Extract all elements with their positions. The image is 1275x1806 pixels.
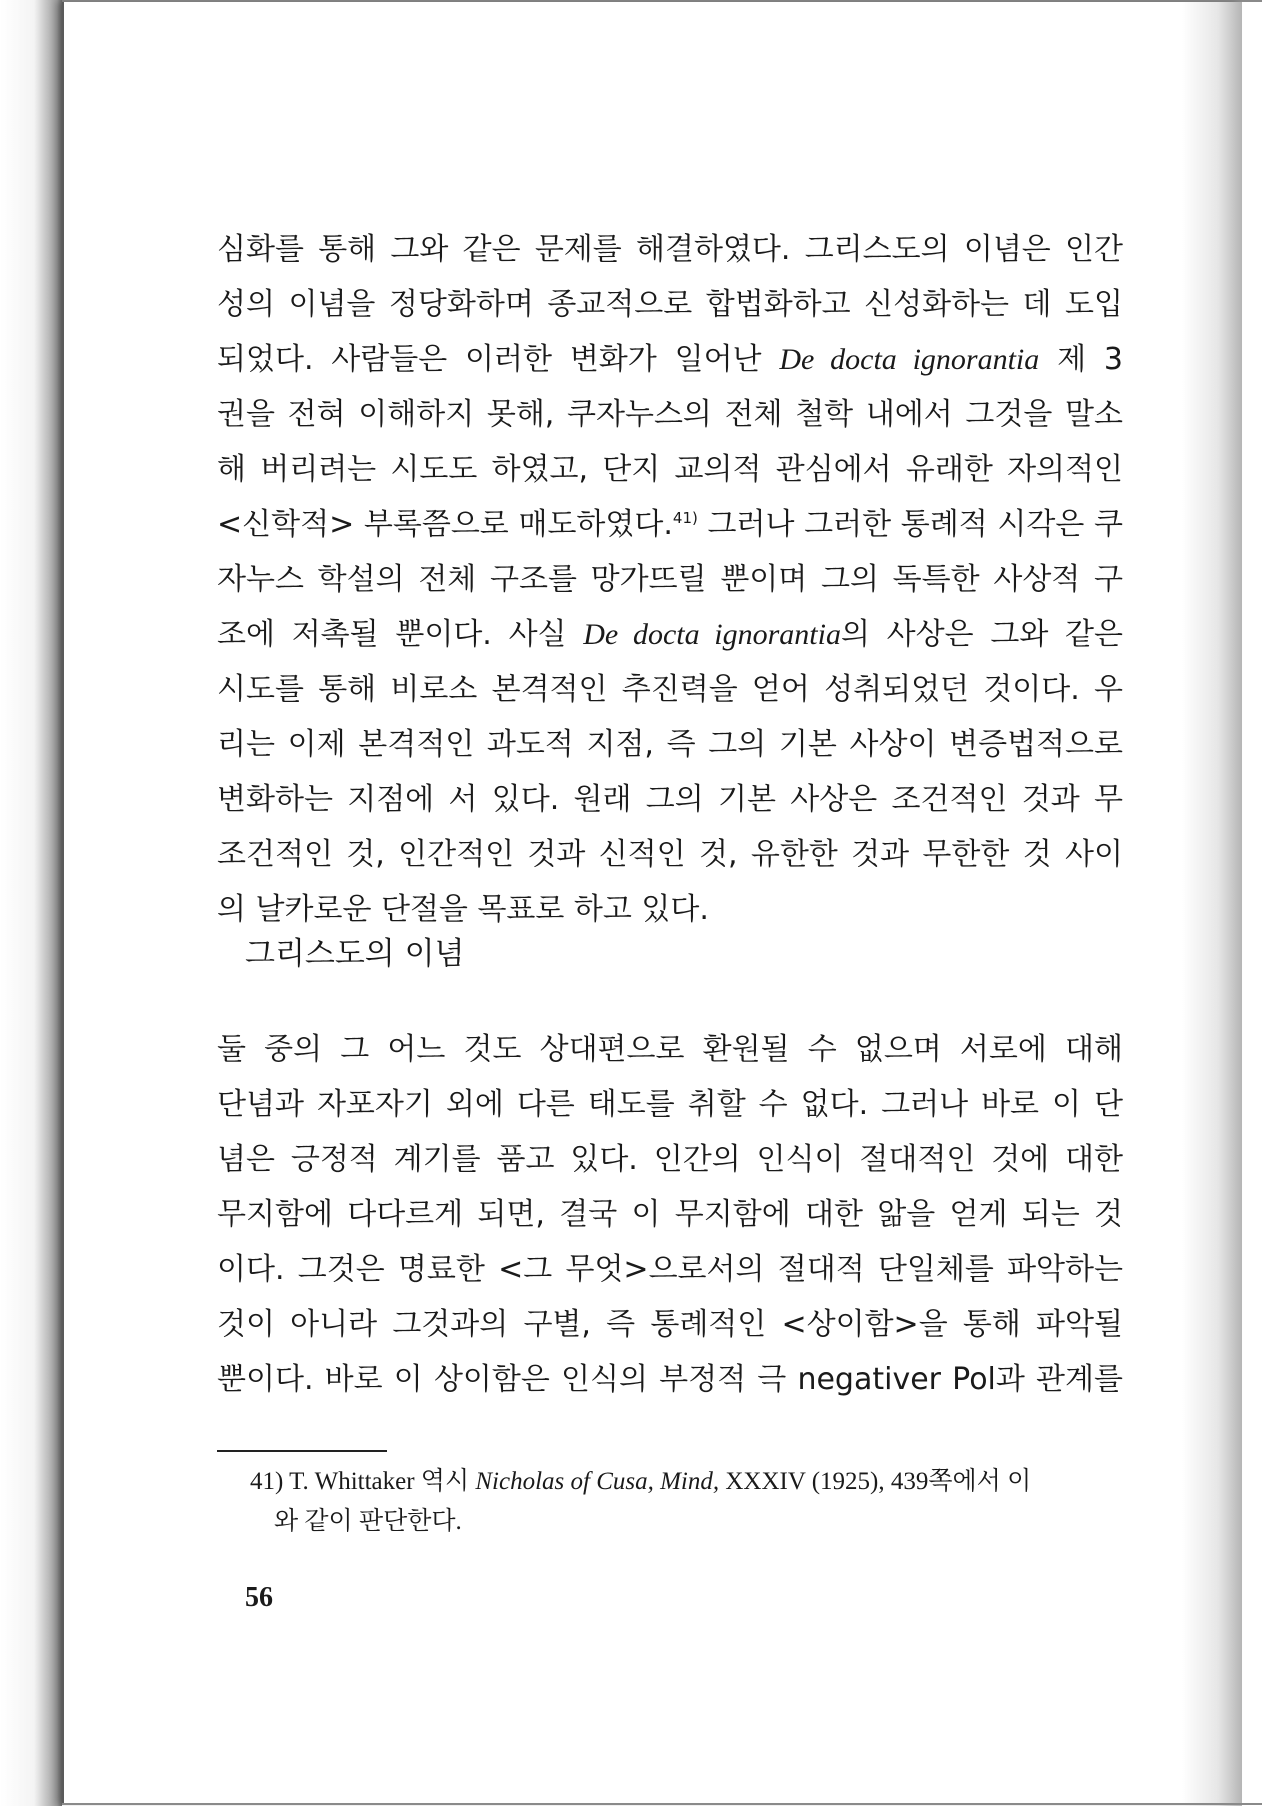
text-span: 의 사상은 그와 같은 (840, 617, 1124, 652)
text-line: 뿐이다. 바로 이 상이함은 인식의 부정적 극 negativer Pol과 관계를 (217, 1362, 1123, 1397)
section-heading: 그리스도의 이념 (245, 936, 465, 972)
book-spine-shadow (0, 0, 62, 1806)
text-line: 해 버리려는 시도도 하였고, 단지 교의적 관심에서 유래한 자의적인 (217, 452, 1123, 487)
paragraph-1 (217, 222, 1123, 937)
text-line: 의 날카로운 단절을 목표로 하고 있다. (217, 892, 709, 927)
footnote-divider (217, 1450, 387, 1452)
text-line: 념은 긍정적 계기를 품고 있다. 인간의 인식이 절대적인 것에 대한 (217, 1142, 1123, 1177)
footnote-line: 와 같이 판단한다. (274, 1508, 462, 1535)
text-line (217, 332, 1123, 387)
text-span: 되었다. 사람들은 이러한 변화가 일어난 (217, 342, 780, 377)
text-span: 제 3 (1039, 342, 1124, 377)
footnote-number: 41) (250, 1468, 284, 1495)
text-line: 둘 중의 그 어느 것도 상대편으로 환원될 수 없으며 서로에 대해 (217, 1032, 1123, 1067)
text-span: <신학적> 부록쯤으로 매도하였다. (217, 507, 673, 542)
text-line: 단념과 자포자기 외에 다른 태도를 취할 수 없다. 그러나 바로 이 단 (217, 1087, 1123, 1122)
text-line: 이다. 그것은 명료한 <그 무엇>으로서의 절대적 단일체를 파악하는 (217, 1252, 1123, 1287)
page-right-shadow (1182, 2, 1242, 1806)
footnote-work-title: Nicholas of Cusa, Mind, (475, 1468, 720, 1495)
text-line: 성의 이념을 정당화하며 종교적으로 합법화하고 신성화하는 데 도입 (217, 287, 1123, 322)
text-line: 심화를 통해 그와 같은 문제를 해결하였다. 그리스도의 이념은 인간 (217, 232, 1123, 267)
text-line (217, 497, 1123, 552)
footnote-citation: XXXIV (1925), 439쪽에서 이 (719, 1468, 1032, 1495)
footnote-author: T. Whittaker 역시 (289, 1468, 476, 1495)
text-span: 그러나 그러한 통례적 시각은 쿠 (697, 507, 1124, 542)
page-number: 56 (245, 1582, 273, 1613)
text-line: 시도를 통해 비로소 본격적인 추진력을 얻어 성취되었던 것이다. 우 (217, 672, 1123, 707)
text-line (217, 607, 1123, 662)
footnote (250, 1462, 1122, 1542)
footnote-reference[interactable]: 41) (672, 509, 698, 527)
text-line: 권을 전혀 이해하지 못해, 쿠자누스의 전체 철학 내에서 그것을 말소 (217, 397, 1123, 432)
italic-title: De docta ignorantia (583, 618, 841, 651)
text-line: 조건적인 것, 인간적인 것과 신적인 것, 유한한 것과 무한한 것 사이 (217, 837, 1123, 872)
text-line: 자누스 학설의 전체 구조를 망가뜨릴 뿐이며 그의 독특한 사상적 구 (217, 562, 1123, 597)
text-span: 조에 저촉될 뿐이다. 사실 (217, 617, 584, 652)
page-edge-bottom (62, 1803, 1262, 1805)
text-line: 리는 이제 본격적인 과도적 지점, 즉 그의 기본 사상이 변증법적으로 (217, 727, 1123, 762)
text-line: 것이 아니라 그것과의 구별, 즉 통례적인 <상이함>을 통해 파악될 (217, 1307, 1123, 1342)
footnote-line (250, 1462, 1122, 1502)
text-line: 변화하는 지점에 서 있다. 원래 그의 기본 사상은 조건적인 것과 무 (217, 782, 1123, 817)
text-line: 무지함에 다다르게 되면, 결국 이 무지함에 대한 앎을 얻게 되는 것 (217, 1197, 1123, 1232)
italic-title: De docta ignorantia (779, 343, 1040, 376)
paragraph-2 (217, 1022, 1123, 1407)
